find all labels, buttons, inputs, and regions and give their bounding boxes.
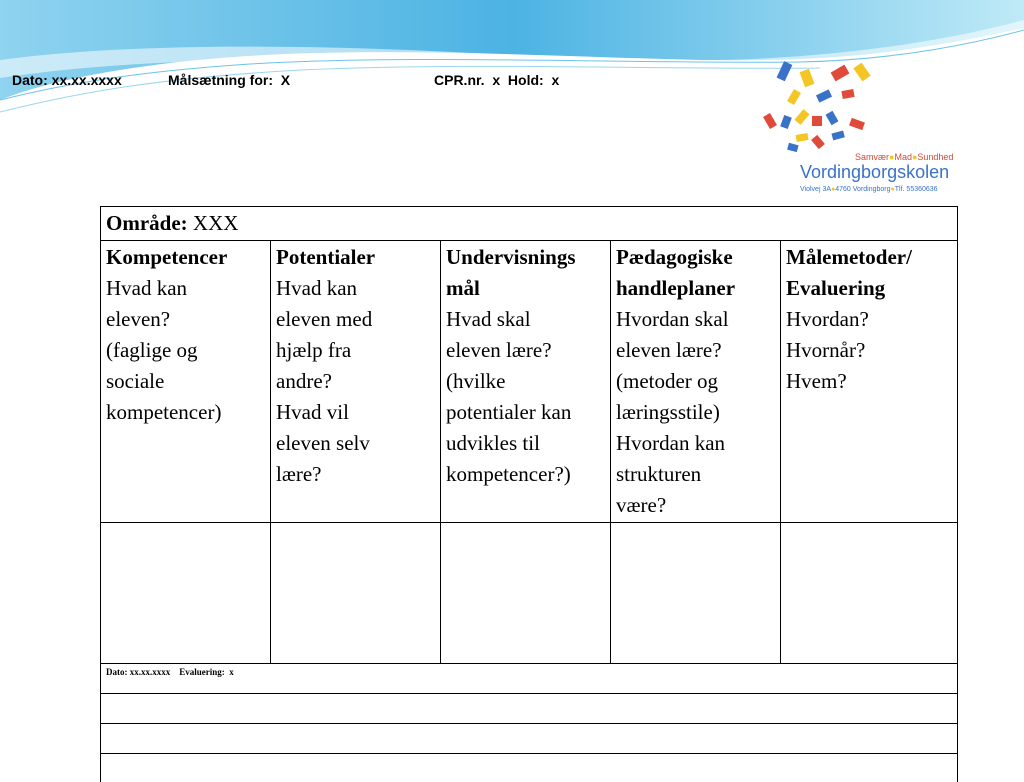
column-undervisningsmaal [441, 241, 611, 523]
column-title: Kompetencer [106, 245, 227, 269]
empty-cell [101, 523, 271, 664]
column-handleplaner [611, 241, 781, 523]
column-description: Hvordan? Hvornår? Hvem? [786, 304, 952, 397]
column-maalemetoder [781, 241, 958, 523]
area-cell [101, 207, 958, 241]
blank-line [101, 724, 958, 754]
blank-line [101, 694, 958, 724]
column-description: Hvad skal eleven lære? (hvilke potentialer kan udvikles til kompetencer?) [446, 304, 605, 490]
header-goal: Målsætning for: X [168, 72, 290, 88]
goal-table [100, 206, 958, 782]
evaluation-line: Dato: xx.xx.xxxx Evaluering: x [101, 664, 958, 694]
column-description: Hvordan skal eleven lære? (metoder og læringsstile) Hvordan kan strukturen være? [616, 304, 775, 521]
column-description: Hvad kan eleven med hjælp fra andre? Hvad vil eleven selv lære? [276, 273, 435, 490]
header-date: Dato: xx.xx.xxxx [12, 72, 122, 88]
empty-cell [441, 523, 611, 664]
column-description: Hvad kan eleven? (faglige og sociale kompetencer) [106, 273, 265, 428]
column-potentialer [271, 241, 441, 523]
school-logo [762, 60, 962, 200]
column-title: Målemetoder/ Evaluering [786, 245, 912, 300]
header-cpr-hold: CPR.nr. x Hold: x [434, 72, 559, 88]
column-title: Potentialer [276, 245, 375, 269]
logo-school-name: Vordingborgskolen [800, 162, 949, 183]
empty-cell [611, 523, 781, 664]
column-title: Undervisnings mål [446, 245, 576, 300]
logo-confetti-graphic [762, 60, 962, 160]
column-title: Pædagogiske handleplaner [616, 245, 735, 300]
area-label: Område: [106, 211, 188, 235]
area-value: XXX [193, 211, 239, 235]
logo-address: Violvej 3A●4760 Vordingborg●Tlf. 55360636 [800, 186, 938, 193]
empty-cell [781, 523, 958, 664]
logo-tagline: Samvær●Mad●Sundhed [855, 152, 953, 162]
column-kompetencer [101, 241, 271, 523]
empty-cell [271, 523, 441, 664]
